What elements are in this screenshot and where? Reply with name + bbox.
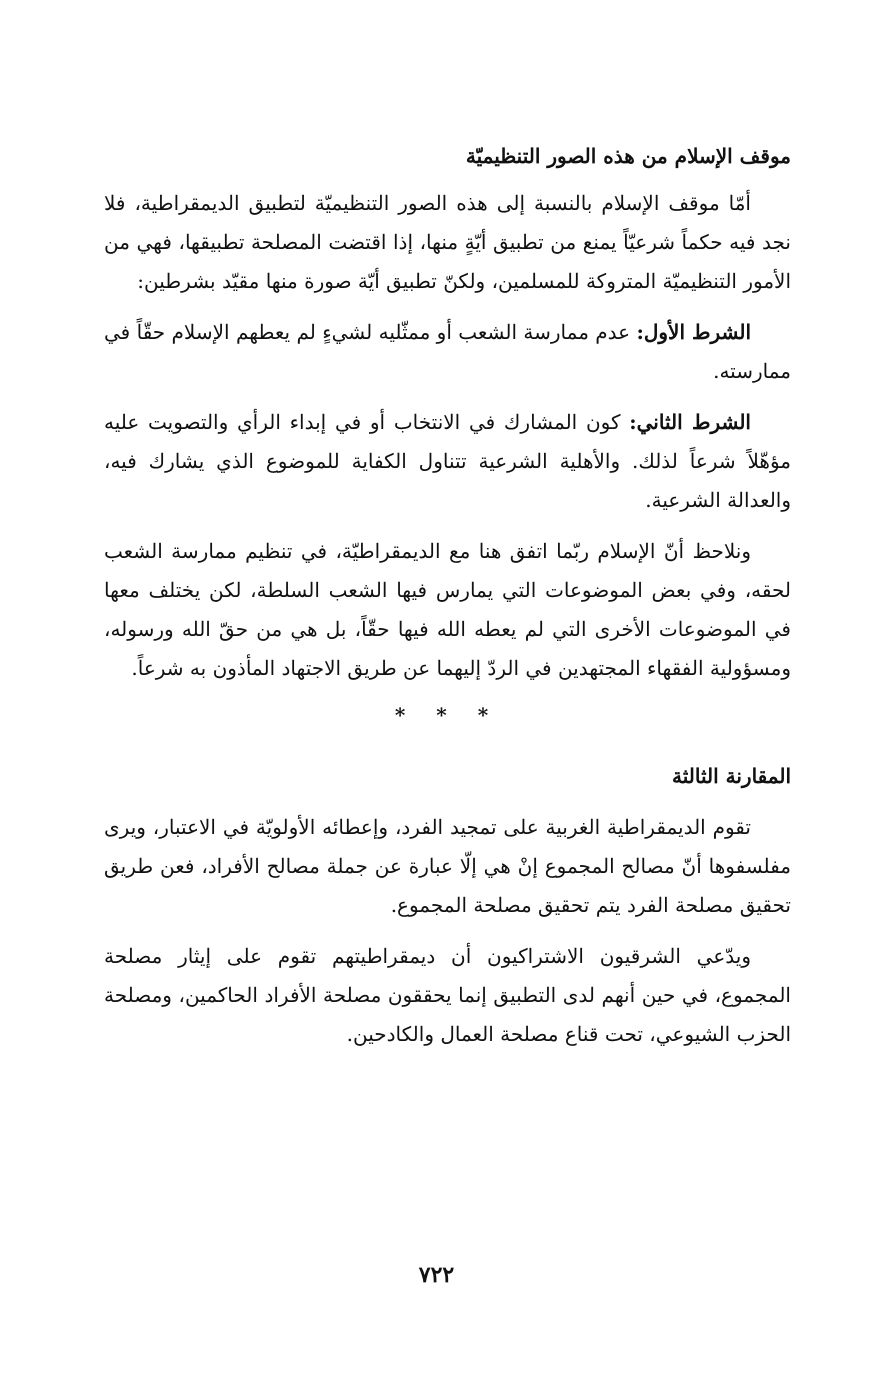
condition-two-text: كون المشارك في الانتخاب أو في إبداء الرأي والتصويت عليه مؤهّلاً شرعاً لذلك. والأهلية الشرعية تتناول الكفاية للموضوع الذي يشارك فيه، والعدالة الشرعية. xyxy=(104,410,791,512)
paragraph-eastern-socialists: ويدّعي الشرقيون الاشتراكيون أن ديمقراطيتهم تقوم على إيثار مصلحة المجموع، في حين أنهم لدى التطبيق إنما يحققون مصلحة الأفراد الحاكمين، ومصلحة الحزب الشيوعي، تحت قناع مصلحة العمال والكادحين. xyxy=(104,944,791,1046)
condition-one-label: الشرط الأول: xyxy=(636,320,752,344)
section-heading-islam-position: موقف الإسلام من هذه الصور التنظيميّة xyxy=(465,144,791,168)
section-heading-third-comparison: المقارنة الثالثة xyxy=(672,764,791,788)
paragraph-condition-two xyxy=(104,403,791,520)
paragraph-condition-one xyxy=(104,313,791,391)
paragraph-islam-position: أمّا موقف الإسلام بالنسبة إلى هذه الصور التنظيميّة لتطبيق الديمقراطية، فلا نجد فيه حكماً شرعيّاً يمنع من تطبيق أيّةٍ منها، إذا اقتضت المصلحة تطبيقها، فهي من الأمور التنظيميّة المتروكة للمسلمين، ولكنّ تطبيق أيّة صورة منها مقيّد بشرطين: xyxy=(104,191,791,293)
page-number: ٧٢٢ xyxy=(418,1262,455,1288)
condition-two-label: الشرط الثاني: xyxy=(629,410,751,434)
section-separator: * * * xyxy=(394,703,501,727)
paragraph-western-democracy: تقوم الديمقراطية الغربية على تمجيد الفرد، وإعطائه الأولويّة في الاعتبار، ويرى مفلسفوها أنّ مصالح المجموع إنْ هي إلّا عبارة عن جملة مصالح الأفراد، فعن طريق تحقيق مصلحة الفرد يتم تحقيق مصلحة المجموع. xyxy=(104,815,791,917)
page-body xyxy=(104,138,791,1066)
paragraph-observation: ونلاحظ أنّ الإسلام ربّما اتفق هنا مع الديمقراطيّة، في تنظيم ممارسة الشعب لحقه، وفي بعض الموضوعات التي يمارس فيها الشعب السلطة، لكن يختلف معها في الموضوعات الأخرى التي لم يعطه الله فيها حقّاً، بل هي من حقّ الله ورسوله، ومسؤولية الفقهاء المجتهدين في الردّ إليهما عن طريق الاجتهاد المأذون به شرعاً. xyxy=(104,539,791,680)
condition-one-text: عدم ممارسة الشعب أو ممثّليه لشيءٍ لم يعطهم الإسلام حقّاً في ممارسته. xyxy=(104,320,791,383)
